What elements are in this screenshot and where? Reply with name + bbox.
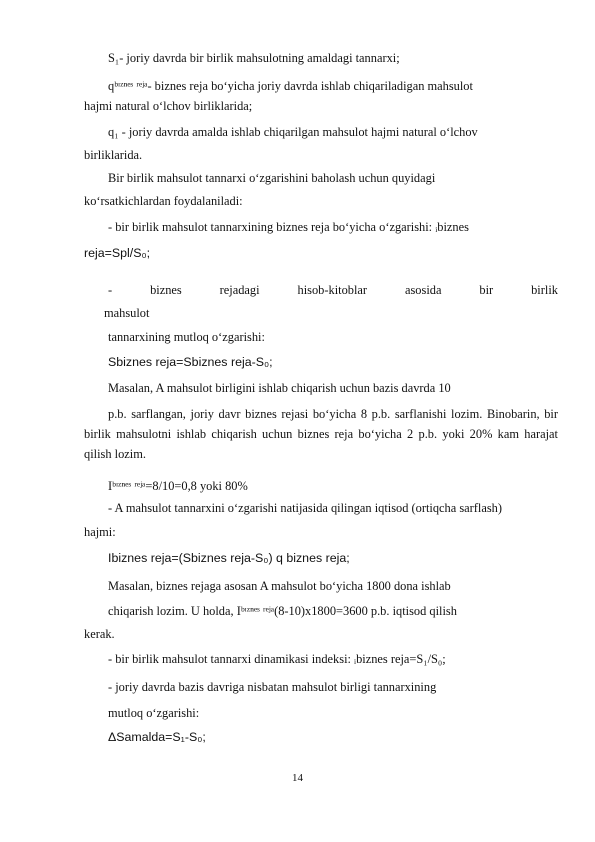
text-line: - bir birlik mahsulot tannarxi dinamikasi indeksi: ᵢbiznes reja=S₁/S₀; bbox=[108, 652, 446, 666]
text-line: - bir birlik mahsulot tannarxining biznes reja bo‘yicha o‘zgarishi: ᵢbiznes bbox=[108, 220, 469, 234]
text-line: mahsulot bbox=[104, 306, 150, 320]
text-word: - bbox=[108, 283, 113, 297]
text-line: kerak. bbox=[84, 627, 115, 641]
text-line: - joriy davrda bazis davriga nisbatan mahsulot birligi tannarxining bbox=[108, 680, 437, 694]
text-word: hisob-kitoblar bbox=[297, 283, 368, 297]
text-line: ko‘rsatkichlardan foydalaniladi: bbox=[84, 194, 243, 208]
page-number: 14 bbox=[292, 772, 303, 784]
text-word: asosida bbox=[404, 283, 442, 297]
text-word: bir bbox=[479, 283, 494, 297]
formula-line: Sbiznes reja=Sbiznes reja-S₀; bbox=[108, 355, 273, 369]
text-line: qᵇᶦᶻⁿᵉˢ ʳᵉʲᵃ- biznes reja bo‘yicha joriy davrda ishlab chiqariladigan mahsulot bbox=[108, 79, 473, 93]
text-line: mutloq o‘zgarishi: bbox=[108, 706, 200, 720]
text-line: tannarxining mutloq o‘zgarishi: bbox=[108, 330, 265, 344]
spread-line bbox=[108, 282, 558, 298]
text-word: birlik bbox=[531, 283, 558, 297]
text-line: hajmi natural o‘lchov birliklarida; bbox=[84, 99, 253, 113]
text-line: Bir birlik mahsulot tannarxi o‘zgarishini baholash uchun quyidagi bbox=[108, 171, 436, 185]
formula-line: reja=Spl/S₀; bbox=[84, 246, 151, 260]
text-word: biznes bbox=[150, 283, 182, 297]
paragraph: p.b. sarflangan, joriy davr biznes rejasi bo‘yicha 8 p.b. sarflanishi lozim. Binobarin, bir birlik mahsulotni ishlab chiqarish uchun biznes reja bo‘yicha 2 p.b. yoki 20% kam harajat qilish lozim. bbox=[84, 407, 558, 461]
text-line: hajmi: bbox=[84, 525, 116, 539]
text-line: chiqarish lozim. U holda, Iᵇᶦᶻⁿᵉˢ ʳᵉʲᵃ(8-10)x1800=3600 p.b. iqtisod qilish bbox=[108, 604, 457, 618]
text-line: Masalan, biznes rejaga asosan A mahsulot bo‘yicha 1800 dona ishlab bbox=[108, 579, 451, 593]
text-line: - A mahsulot tannarxini o‘zgarishi natijasida qilingan iqtisod (ortiqcha sarflash) bbox=[108, 501, 503, 515]
text-line: q₁ - joriy davrda amalda ishlab chiqarilgan mahsulot hajmi natural o‘lchov bbox=[108, 125, 478, 139]
formula-line: Iᵇᶦᶻⁿᵉˢ ʳᵉʲᵃ=8/10=0,8 yoki 80% bbox=[108, 479, 248, 493]
text-word: rejadagi bbox=[219, 283, 260, 297]
text-line: S₁- joriy davrda bir birlik mahsulotning amaldagi tannarxi; bbox=[108, 51, 400, 65]
formula-line: ΔSamalda=S₁-S₀; bbox=[108, 730, 206, 744]
text-line: Masalan, A mahsulot birligini ishlab chiqarish uchun bazis davrda 10 bbox=[108, 381, 451, 395]
formula-line: Ibiznes reja=(Sbiznes reja-S₀) q biznes reja; bbox=[108, 551, 350, 565]
text-line: birliklarida. bbox=[84, 148, 143, 162]
